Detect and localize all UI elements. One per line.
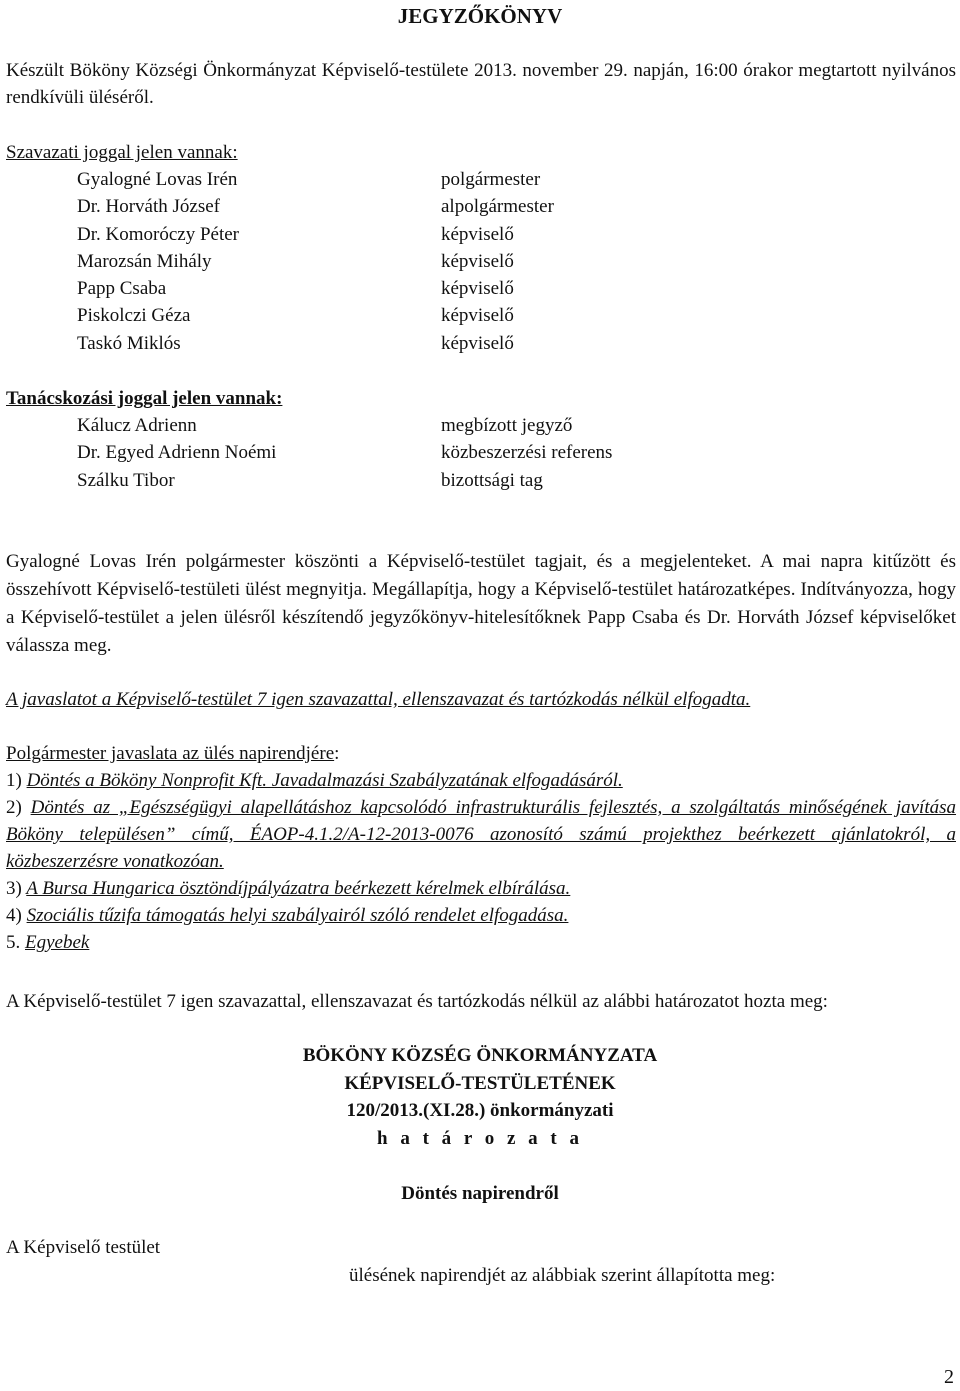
member-name: Dr. Komoróczy Péter — [77, 223, 239, 245]
member-name: Dr. Egyed Adrienn Noémi — [77, 442, 277, 464]
member-role: képviselő — [441, 278, 514, 300]
member-row — [0, 193, 960, 220]
page-number: 2 — [944, 1366, 954, 1388]
member-row — [0, 275, 960, 302]
member-row — [0, 221, 960, 248]
resolution-line: h a t á r o z a t a — [377, 1127, 583, 1149]
member-row — [0, 412, 960, 439]
member-name: Piskolczi Géza — [77, 305, 191, 327]
member-role: megbízott jegyző — [441, 415, 573, 436]
voting-members-heading: Szavazati joggal jelen vannak: — [6, 142, 238, 163]
resolution-line: BÖKÖNY KÖZSÉG ÖNKORMÁNYZATA — [302, 1045, 658, 1066]
member-role: képviselő — [441, 250, 514, 272]
closing-right: ülésének napirendjét az alábbiak szerint állapította meg: — [349, 1265, 776, 1286]
voting-members-list — [0, 166, 960, 357]
member-role: alpolgármester — [441, 196, 554, 218]
agenda-item-text: Döntés az „Egészségügyi alapellátáshoz kapcsolódó infrastrukturális fejlesztés, a szolgáltatás minőségének javítása Bököny településen” című, ÉAOP-4.1.2/A-12-2013-0076 azonosító számú projekthez beérkezett ajánlatokról, a közbeszerzésre vonatkozóan. — [6, 797, 957, 872]
agenda-item-number: 1) — [6, 770, 22, 791]
agenda-item — [6, 767, 956, 794]
agenda-item — [6, 794, 956, 875]
member-name: Szálku Tibor — [77, 469, 175, 491]
resolution-line: 120/2013.(XI.28.) önkormányzati — [346, 1100, 614, 1121]
agenda-item-text: A Bursa Hungarica ösztöndíjpályázatra beérkezett kérelmek elbírálása. — [26, 878, 571, 899]
member-row — [0, 467, 960, 494]
agenda-section — [6, 740, 956, 956]
decision-intro: A Képviselő-testület 7 igen szavazattal, ellenszavazat és tartózkodás nélkül az alábbi határozatot hozta meg: — [6, 991, 828, 1012]
member-row — [0, 439, 960, 466]
member-name: Taskó Miklós — [77, 332, 181, 354]
member-role: képviselő — [441, 332, 514, 354]
member-row — [0, 330, 960, 357]
resolution-note: A javaslatot a Képviselő-testület 7 igen szavazattal, ellenszavazat és tartózkodás nélkül elfogadta. — [6, 689, 751, 710]
resolution-subject: Döntés napirendről — [401, 1183, 559, 1204]
agenda-item — [6, 875, 956, 902]
agenda-item-number: 3) — [6, 878, 22, 899]
opening-paragraph: Gyalogné Lovas Irén polgármester köszönti a Képviselő-testület tagjait, és a megjelenteket. A mai napra kitűzött és összehívott Képviselő-testületi ülést megnyitja. Megállapítja, hogy a Képviselő-testület határozatképes. Indítványozza, hogy a Képviselő-testület a jelen ülésről készítendő jegyzőkönyv-hitelesítőknek Papp Csaba és Dr. Horváth József képviselőket válassza meg. — [6, 551, 956, 656]
agenda-item-text: Döntés a Bököny Nonprofit Kft. Javadalmazási Szabályzatának elfogadásáról. — [26, 770, 623, 791]
advisory-members-list — [0, 412, 960, 494]
resolution-header — [0, 1042, 960, 1152]
member-row — [0, 248, 960, 275]
agenda-heading-colon: : — [334, 743, 340, 764]
agenda-heading-text: Polgármester javaslata az ülés napirendjére — [6, 743, 335, 764]
agenda-heading — [6, 740, 956, 767]
member-row — [0, 166, 960, 193]
agenda-item — [6, 929, 956, 956]
document-title: JEGYZŐKÖNYV — [397, 4, 563, 28]
agenda-item-number: 5. — [6, 932, 21, 953]
member-name: Papp Csaba — [77, 278, 167, 300]
advisory-members-heading: Tanácskozási joggal jelen vannak: — [6, 388, 283, 409]
agenda-item — [6, 902, 956, 929]
member-name: Dr. Horváth József — [77, 196, 220, 218]
member-name: Marozsán Mihály — [77, 250, 212, 272]
member-role: képviselő — [441, 223, 514, 245]
resolution-line: KÉPVISELŐ-TESTÜLETÉNEK — [344, 1072, 616, 1094]
member-row — [0, 302, 960, 329]
member-role: polgármester — [441, 169, 541, 190]
agenda-item-number: 4) — [6, 905, 22, 926]
member-role: bizottsági tag — [441, 469, 543, 491]
agenda-item-text: Egyebek — [25, 932, 90, 953]
member-role: közbeszerzési referens — [441, 442, 613, 464]
member-role: képviselő — [441, 305, 514, 327]
agenda-item-number: 2) — [6, 797, 22, 818]
member-name: Gyalogné Lovas Irén — [77, 169, 238, 190]
member-name: Kálucz Adrienn — [77, 415, 197, 436]
intro-paragraph: Készült Bököny Községi Önkormányzat Képviselő-testülete 2013. november 29. napján, 16:00 órakor megtartott nyilvános rendkívüli üléséről. — [6, 60, 956, 108]
agenda-item-text: Szociális tűzifa támogatás helyi szabályairól szóló rendelet elfogadása. — [26, 905, 569, 926]
closing-left: A Képviselő testület — [6, 1237, 161, 1258]
